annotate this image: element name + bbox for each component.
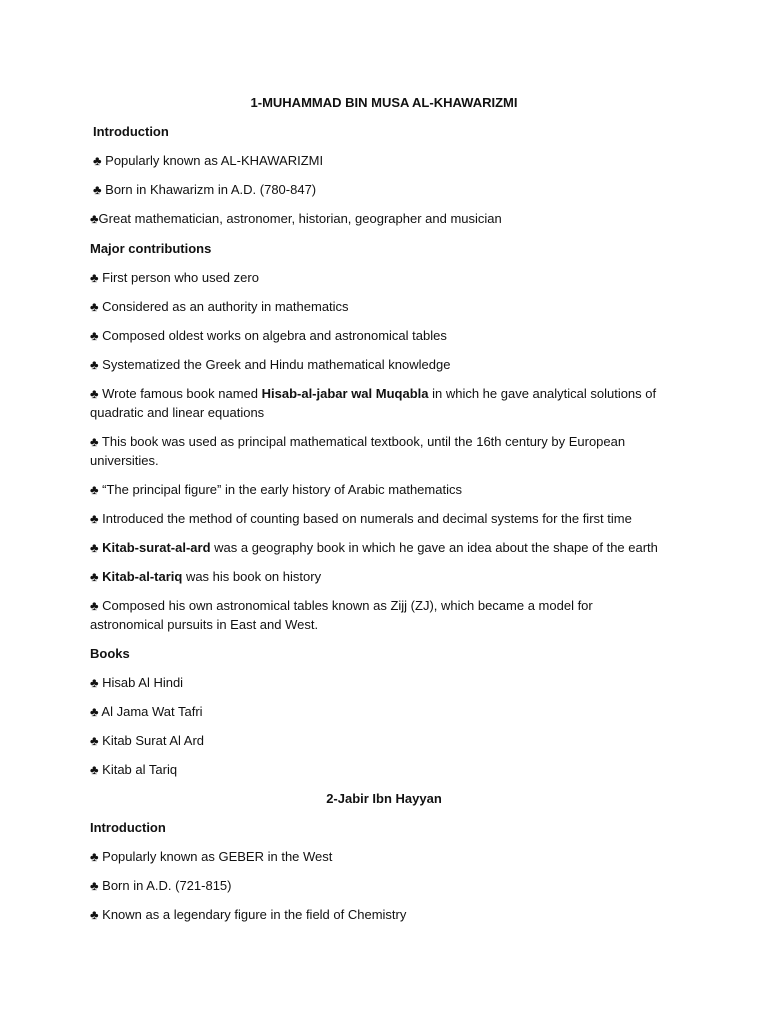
bullet-text: ♣ — [90, 569, 103, 584]
bullet-item: ♣ Introduced the method of counting based on numerals and decimal systems for the first time — [90, 511, 632, 526]
bullet-item: ♣ Systematized the Greek and Hindu mathematical knowledge — [90, 357, 451, 372]
section-heading: Introduction — [93, 124, 169, 139]
book-item: ♣ Hisab Al Hindi — [90, 675, 184, 690]
bullet-item: ♣ Composed oldest works on algebra and astronomical tables — [90, 328, 447, 343]
bullet-item: ♣ Popularly known as AL-KHAWARIZMI — [93, 153, 324, 168]
bullet-text: was his book on history — [182, 569, 322, 584]
bullet-item: ♣ This book was used as principal mathematical textbook, until the 16th century by European universities. — [90, 434, 626, 468]
book-title: Hisab-al-jabar wal Muqabla — [261, 386, 429, 401]
bullet-text: ♣ Wrote famous book named — [90, 386, 262, 401]
bullet-item: ♣ Considered as an authority in mathematics — [90, 299, 349, 314]
bullet-item — [90, 384, 670, 422]
bullet-item — [90, 538, 670, 557]
section-heading: Introduction — [90, 820, 166, 835]
bullet-text: ♣ — [90, 540, 103, 555]
section-title: 2-Jabir Ibn Hayyan — [326, 791, 442, 806]
bullet-item: ♣ Known as a legendary figure in the field of Chemistry — [90, 907, 407, 922]
bullet-item: ♣Great mathematician, astronomer, historian, geographer and musician — [90, 211, 502, 226]
book-item: ♣ Kitab al Tariq — [90, 762, 178, 777]
bullet-item: ♣ Born in A.D. (721-815) — [90, 878, 232, 893]
section-heading: Major contributions — [90, 241, 212, 256]
bullet-item: ♣ “The principal figure” in the early history of Arabic mathematics — [90, 482, 462, 497]
bullet-item: ♣ First person who used zero — [90, 270, 259, 285]
section-title: 1-MUHAMMAD BIN MUSA AL-KHAWARIZMI — [250, 95, 518, 110]
section-heading: Books — [90, 646, 130, 661]
bullet-text: was a geography book in which he gave an idea about the shape of the earth — [210, 540, 658, 555]
bullet-item: ♣ Popularly known as GEBER in the West — [90, 849, 333, 864]
book-item: ♣ Al Jama Wat Tafri — [90, 704, 203, 719]
bullet-text: in which he gave analytical solutions of quadratic and linear equations — [90, 386, 657, 420]
bullet-item: ♣ Born in Khawarizm in A.D. (780-847) — [93, 182, 317, 197]
book-item: ♣ Kitab Surat Al Ard — [90, 733, 205, 748]
bullet-item — [90, 567, 670, 586]
book-title: Kitab-surat-al-ard — [102, 540, 211, 555]
book-title: Kitab-al-tariq — [102, 569, 183, 584]
bullet-item: ♣ Composed his own astronomical tables known as Zijj (ZJ), which became a model for astronomical pursuits in East and West. — [90, 598, 593, 632]
